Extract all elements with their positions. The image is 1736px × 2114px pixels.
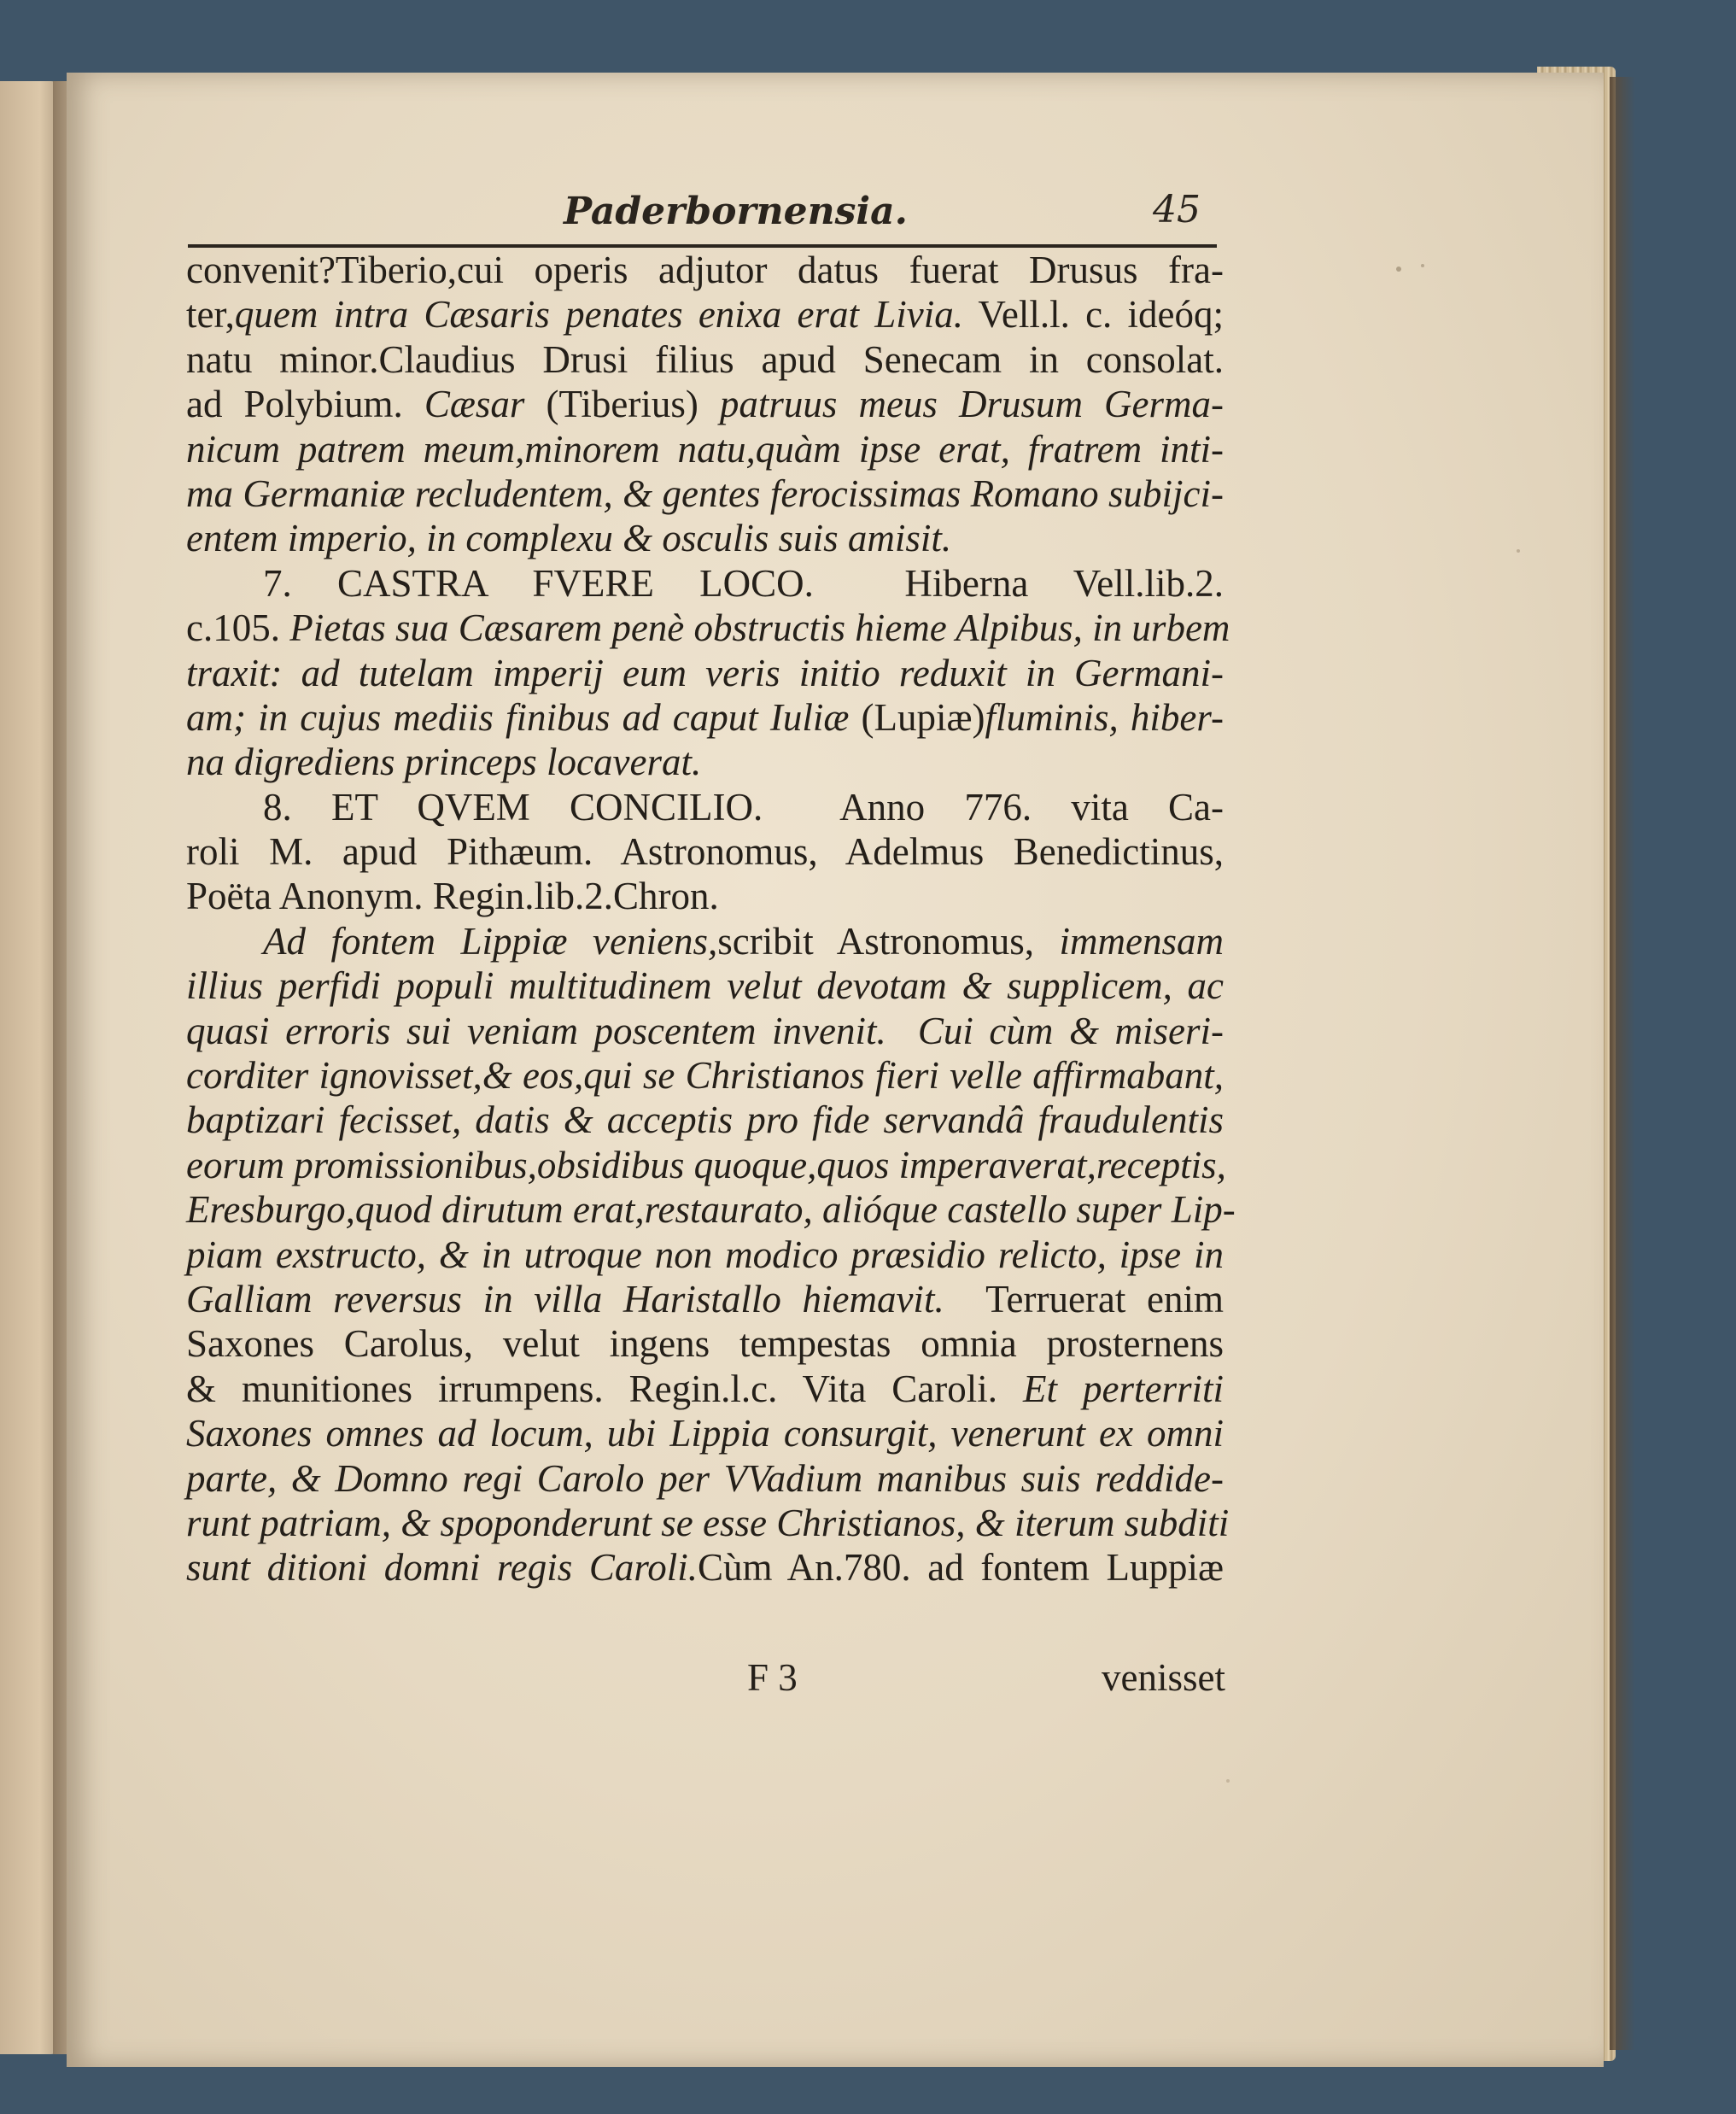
text-segment: (Tiberius) <box>524 383 720 426</box>
text-line <box>186 740 1224 784</box>
text-segment: 8. ET QVEM CONCILIO. Anno 776. vita Ca- <box>263 785 1224 829</box>
text-line <box>186 516 1224 560</box>
text-line <box>186 382 1224 426</box>
body-text <box>186 248 1236 1590</box>
text-segment: Vell.l. c. ideóq; <box>962 293 1224 337</box>
text-line <box>186 471 1224 516</box>
text-segment: immensam <box>1059 919 1224 963</box>
text-line <box>186 1009 1224 1053</box>
text-line <box>186 785 1224 829</box>
text-segment: am; in cujus mediis finibus ad caput Iuliæ <box>186 695 850 739</box>
signature-mark: F 3 <box>747 1656 798 1699</box>
text-segment: nicum patrem meum,minorem natu,quàm ipse erat, fratrem inti- <box>186 427 1224 471</box>
text-segment: Eresburgo,quod dirutum erat,restaurato, alióque castello super Lip- <box>186 1188 1236 1232</box>
text-segment: roli M. apud Pithæum. Astronomus, Adelmus Benedictinus, <box>186 830 1224 874</box>
text-segment: Pietas sua Cæsarem penè obstructis hieme Alpibus, in urbem <box>289 606 1230 650</box>
text-segment: Poëta Anonym. Regin.lib.2.Chron. <box>186 875 719 918</box>
text-segment: scribit Astronomus, <box>717 919 1060 963</box>
text-segment: c.105. <box>186 606 290 650</box>
text-line <box>186 695 1224 740</box>
text-segment: runt patriam, & spoponderunt se esse Christianos, & iterum subditi <box>186 1501 1230 1544</box>
text-segment: entem imperio, in complexu & osculis suis amisit. <box>186 517 952 560</box>
text-segment: quem intra Cæsaris penates enixa erat Livia. <box>234 293 963 337</box>
text-segment: & munitiones irrumpens. Regin.l.c. Vita Caroli. <box>186 1367 1024 1410</box>
text-line <box>186 1501 1230 1545</box>
text-segment: Saxones omnes ad locum, ubi Lippia consurgit, venerunt ex omni <box>186 1412 1224 1455</box>
text-line <box>186 963 1224 1008</box>
text-line <box>186 1233 1224 1277</box>
text-line <box>186 337 1224 382</box>
text-segment: sunt ditioni domni regis Caroli. <box>186 1546 698 1590</box>
text-segment: Cùm An.780. ad fontem Luppiæ <box>698 1546 1224 1590</box>
text-segment: 7. CASTRA FVERE LOCO. Hiberna Vell.lib.2. <box>263 561 1224 605</box>
text-segment: corditer ignovisset,& eos,qui se Christianos fieri velle affirmabant, <box>186 1054 1224 1098</box>
text-line <box>186 1321 1224 1366</box>
text-line <box>186 829 1224 874</box>
text-segment: ad Polybium. <box>186 383 424 426</box>
text-segment: ter, <box>186 293 235 337</box>
text-segment: Terruerat enim <box>944 1277 1224 1321</box>
text-segment: quasi erroris sui veniam poscentem invenit. Cui cùm & miseri- <box>186 1009 1224 1052</box>
text-line <box>186 1367 1224 1411</box>
text-line <box>186 1277 1224 1321</box>
text-segment: piam exstructo, & in utroque non modico præsidio relicto, ipse in <box>186 1233 1224 1276</box>
page-footer <box>188 1655 1225 1707</box>
text-segment: traxit: ad tutelam imperij eum veris initio reduxit in Germani- <box>186 651 1224 694</box>
text-segment: eorum promissionibus,obsidibus quoque,quos imperaverat,receptis, <box>186 1143 1226 1186</box>
text-line <box>186 606 1230 650</box>
page-number: 45 <box>1153 188 1201 231</box>
text-segment: ma Germaniæ recludentem, & gentes ferocissimas Romano subijci- <box>186 471 1224 515</box>
text-segment: na digrediens princeps locaverat. <box>186 741 702 784</box>
text-segment: baptizari fecisset, datis & acceptis pro fide servandâ fraudulentis <box>186 1098 1224 1142</box>
text-segment: patruus meus Drusum Germa- <box>719 383 1225 426</box>
text-line <box>186 561 1224 606</box>
text-line <box>186 1143 1224 1187</box>
page-header <box>188 186 1213 246</box>
text-segment: convenit?Tiberio,cui operis adjutor datus fuerat Drusus fra- <box>186 249 1224 291</box>
running-title: Paderbornensia. <box>564 190 908 233</box>
catchword: venisset <box>1102 1656 1225 1699</box>
text-line <box>186 1456 1224 1501</box>
edge-shadow <box>1610 77 1635 2050</box>
text-line <box>186 1053 1224 1098</box>
text-segment: (Lupiæ) <box>849 695 985 739</box>
text-line <box>186 1187 1236 1232</box>
text-line <box>186 1098 1224 1142</box>
text-segment: Galliam reversus in villa Haristallo hiemavit. <box>186 1277 944 1321</box>
text-line <box>186 292 1224 337</box>
text-segment: illius perfidi populi multitudinem velut devotam & supplicem, ac <box>186 964 1224 1008</box>
text-line <box>186 651 1224 695</box>
text-line <box>186 874 1224 918</box>
text-line <box>186 1411 1224 1455</box>
text-segment: Et perterriti <box>1023 1367 1224 1410</box>
text-line <box>186 248 1224 292</box>
text-segment: natu minor.Claudius Drusi filius apud Senecam in consolat. <box>186 337 1224 381</box>
text-segment: fluminis, hiber- <box>985 695 1224 739</box>
text-segment: Ad fontem Lippiæ veniens, <box>263 919 718 963</box>
text-segment: parte, & Domno regi Carolo per VVadium manibus suis reddide- <box>186 1456 1224 1500</box>
text-line <box>186 1545 1224 1590</box>
text-segment: Cæsar <box>424 383 525 426</box>
text-line <box>186 919 1224 963</box>
text-segment: Saxones Carolus, velut ingens tempestas omnia prosternens <box>186 1322 1224 1366</box>
text-line <box>186 427 1224 471</box>
